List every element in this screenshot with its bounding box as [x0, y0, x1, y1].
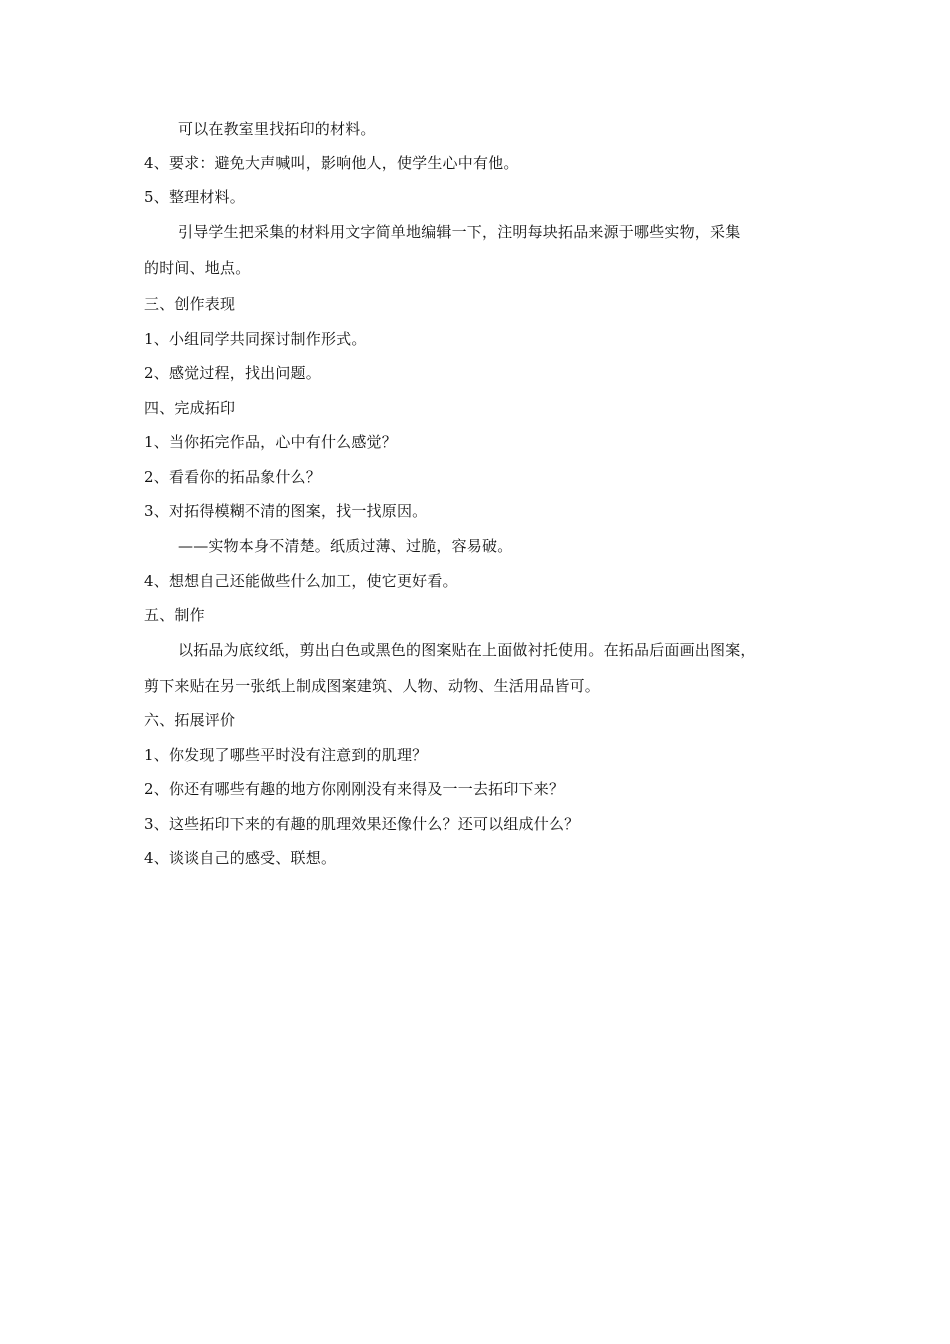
list-item: 1、小组同学共同探讨制作形式。 [144, 330, 367, 348]
paragraph-line: 可以在教室里找拓印的材料。 [178, 120, 376, 138]
paragraph-line: ——实物本身不清楚。纸质过薄、过脆，容易破。 [178, 537, 513, 555]
paragraph-line: 剪下来贴在另一张纸上制成图案建筑、人物、动物、生活用品皆可。 [144, 677, 601, 695]
list-item: 2、你还有哪些有趣的地方你刚刚没有来得及一一去拓印下来？ [144, 780, 565, 798]
list-item: 2、看看你的拓品象什么？ [144, 468, 321, 486]
list-item: 2、感觉过程，找出问题。 [144, 364, 321, 382]
section-heading: 五、制作 [144, 606, 205, 624]
list-item: 4、要求：避免大声喊叫，影响他人，使学生心中有他。 [144, 154, 519, 172]
paragraph-line: 以拓品为底纹纸，剪出白色或黑色的图案贴在上面做衬托使用。在拓品后面画出图案， [178, 641, 756, 659]
list-item: 3、对拓得模糊不清的图案，找一找原因。 [144, 502, 428, 520]
list-item: 1、你发现了哪些平时没有注意到的肌理？ [144, 746, 428, 764]
list-item: 1、当你拓完作品，心中有什么感觉？ [144, 433, 397, 451]
list-item: 5、整理材料。 [144, 188, 245, 206]
list-item: 4、想想自己还能做些什么加工，使它更好看。 [144, 572, 458, 590]
list-item: 4、谈谈自己的感受、联想。 [144, 849, 337, 867]
list-item: 3、这些拓印下来的有趣的肌理效果还像什么？还可以组成什么？ [144, 815, 580, 833]
paragraph-line: 的时间、地点。 [144, 259, 251, 277]
section-heading: 六、拓展评价 [144, 711, 236, 729]
section-heading: 三、创作表现 [144, 295, 236, 313]
section-heading: 四、完成拓印 [144, 399, 236, 417]
paragraph-line: 引导学生把采集的材料用文字简单地编辑一下，注明每块拓品来源于哪些实物，采集 [178, 223, 741, 241]
